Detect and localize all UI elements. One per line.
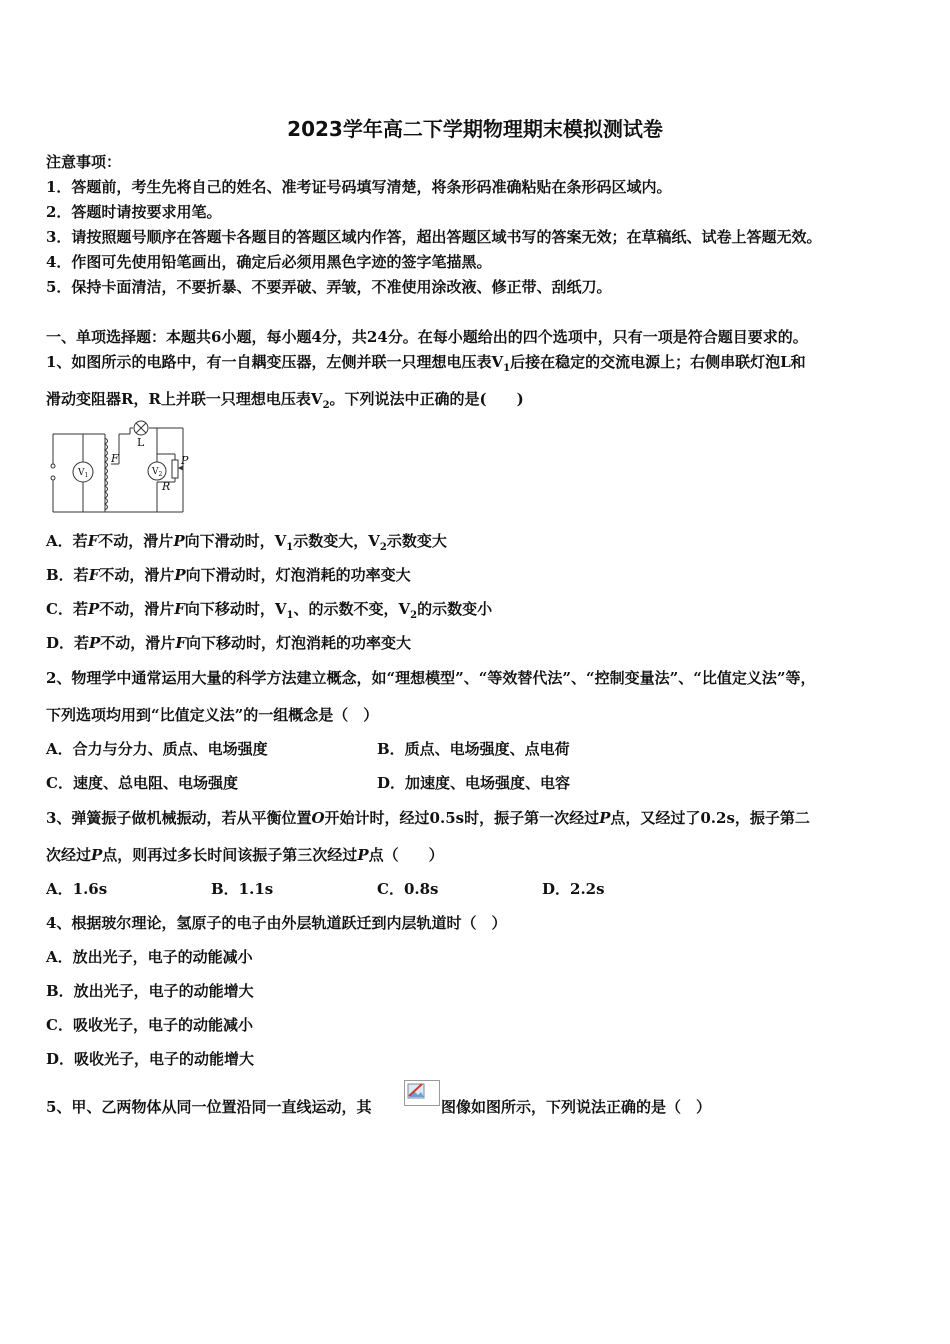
p-label: P: [181, 454, 189, 467]
broken-image-icon: [404, 1080, 440, 1106]
q1-option-b: B．若F不动，滑片P向下滑动时，灯泡消耗的功率变大: [46, 566, 411, 584]
q5-stem-part2: 图像如图所示，下列说法正确的是（ ）: [441, 1098, 712, 1116]
q3-option-d: D．2.2s: [542, 880, 605, 898]
notice-item: 3．请按照题号顺序在答题卡各题目的答题区域内作答，超出答题区域书写的答案无效；在草稿纸、试卷上答题无效。: [46, 228, 822, 246]
notice-item: 1．答题前，考生先将自己的姓名、准考证号码填写清楚，将条形码准确粘贴在条形码区域内。: [46, 178, 672, 196]
f-label: F: [111, 452, 119, 465]
notice-item: 2．答题时请按要求用笔。: [46, 203, 222, 221]
q3-option-c: C．0.8s: [377, 880, 439, 898]
q4-option-a: A．放出光子，电子的动能减小: [46, 948, 253, 966]
section-heading: 一、单项选择题：本题共6小题，每小题4分，共24分。在每小题给出的四个选项中，只有一项是符合题目要求的。: [46, 328, 808, 346]
q1-option-c: C．若P不动，滑片F向下移动时，$V_1$、的示数不变，$V_2$的示数变小: [46, 600, 493, 621]
q4-stem: 4、根据玻尔理论，氢原子的电子由外层轨道跃迁到内层轨道时（ ）: [46, 914, 507, 932]
q2-stem-line2: 下列选项均用到“比值定义法”的一组概念是（ ）: [46, 706, 379, 724]
circuit-diagram: [45, 420, 195, 518]
q3-stem-line1: 3、弹簧振子做机械振动，若从平衡位置O开始计时，经过0.5s时，振子第一次经过P点，又经过了0.2s，振子第二: [46, 809, 810, 827]
r-label: R: [162, 480, 171, 493]
q2-stem-line1: 2、物理学中通常运用大量的科学方法建立概念，如“理想模型”、“等效替代法”、“控制变量法”、“比值定义法”等，: [46, 669, 816, 687]
q4-option-d: D．吸收光子，电子的动能增大: [46, 1050, 255, 1068]
l-label: L: [137, 436, 145, 449]
q1-stem-line1: 1、如图所示的电路中，有一自耦变压器，左侧并联一只理想电压表$V_1$后接在稳定的交流电源上；右侧串联灯泡L和: [46, 353, 806, 374]
q3-stem-line2: 次经过P点，则再过多长时间该振子第三次经过P点（ ）: [46, 846, 444, 864]
q2-option-a: A．合力与分力、质点、电场强度: [46, 740, 268, 758]
q2-option-c: C．速度、总电阻、电场强度: [46, 774, 238, 792]
notice-item: 5．保持卡面清洁，不要折暴、不要弄破、弄皱，不准使用涂改液、修正带、刮纸刀。: [46, 278, 612, 296]
notice-item: 4．作图可先使用铅笔画出，确定后必须用黑色字迹的签字笔描黑。: [46, 253, 492, 271]
v2-label: $V_2$: [152, 467, 163, 478]
q2-option-d: D．加速度、电场强度、电容: [377, 774, 571, 792]
q3-option-a: A．1.6s: [46, 880, 108, 898]
notice-heading: 注意事项：: [46, 153, 122, 171]
q1-stem-line2: 滑动变阻器R，R上并联一只理想电压表$V_2$。下列说法中正确的是( ): [46, 390, 524, 411]
q5-stem-part1: 5、甲、乙两物体从同一位置沿同一直线运动，其: [46, 1098, 372, 1116]
q1-option-d: D．若P不动，滑片F向下移动时，灯泡消耗的功率变大: [46, 634, 411, 652]
q4-option-b: B．放出光子，电子的动能增大: [46, 982, 254, 1000]
page-title: 2023学年高二下学期物理期末模拟测试卷: [287, 117, 663, 141]
q1-option-a: A．若F不动，滑片P向下滑动时，$V_1$示数变大，$V_2$示数变大: [46, 532, 447, 553]
v1-label: $V_1$: [78, 468, 89, 479]
q3-option-b: B．1.1s: [211, 880, 274, 898]
q2-option-b: B．质点、电场强度、点电荷: [377, 740, 570, 758]
q4-option-c: C．吸收光子，电子的动能减小: [46, 1016, 253, 1034]
